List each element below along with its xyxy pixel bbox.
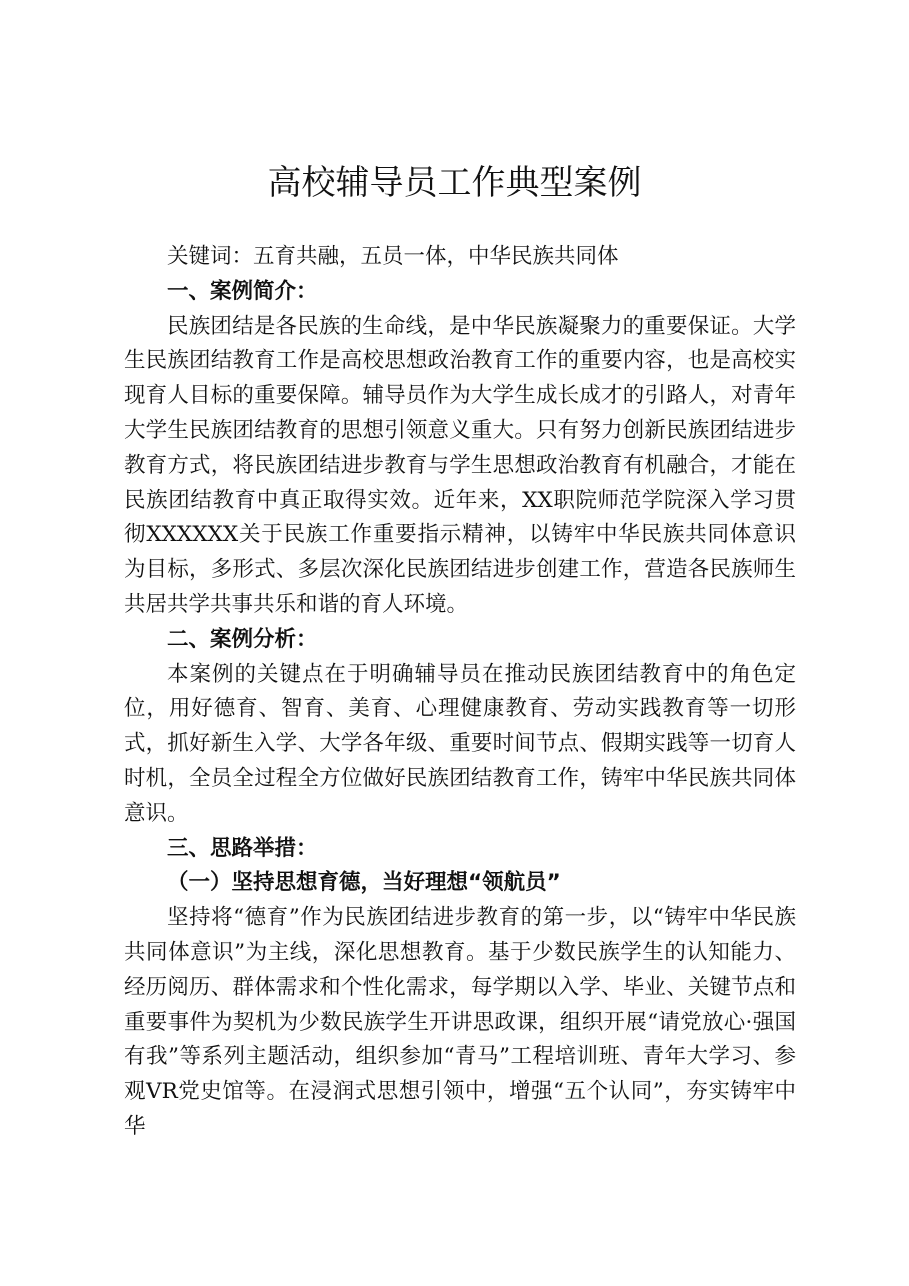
subsection-paragraph-1: 坚持将“德育”作为民族团结进步教育的第一步，以“铸牢中华民族共同体意识”为主线，深化思想教育。基于少数民族学生的认知能力、经历阅历、群体需求和个性化需求，每学期以入学、毕业、关键节点和重要事件为契机为少数民族学生开讲思政课，组织开展“请党放心·强国有我”等系列主题活动，组织参加“青马”工程培训班、青年大学习、参观VR党史馆等。在浸润式思想引领中，增强“五个认同”，夯实铸牢中华 bbox=[124, 905, 796, 1139]
document-title: 高校辅导员工作典型案例 bbox=[267, 163, 642, 203]
section-paragraph-analysis: 本案例的关键点在于明确辅导员在推动民族团结教育中的角色定位，用好德育、智育、美育、心理健康教育、劳动实践教育等一切形式，抓好新生入学、大学各年级、重要时间节点、假期实践等一切育人时机，全员全过程全方位做好民族团结教育工作，铸牢中华民族共同体意识。 bbox=[124, 661, 796, 826]
document-body bbox=[124, 240, 796, 1145]
section-heading-measures: 三、思路举措： bbox=[167, 835, 318, 861]
subsection-heading-1: （一）坚持思想育德，当好理想“领航员” bbox=[167, 870, 561, 896]
section-heading-analysis: 二、案例分析： bbox=[167, 626, 318, 652]
section-heading-intro: 一、案例简介： bbox=[167, 278, 318, 304]
section-paragraph-intro: 民族团结是各民族的生命线，是中华民族凝聚力的重要保证。大学生民族团结教育工作是高校思想政治教育工作的重要内容，也是高校实现育人目标的重要保障。辅导员作为大学生成长成才的引路人，对青年大学生民族团结教育的思想引领意义重大。只有努力创新民族团结进步教育方式，将民族团结进步教育与学生思想政治教育有机融合，才能在民族团结教育中真正取得实效。近年来，XX职院师范学院深入学习贯彻XXXXXX关于民族工作重要指示精神，以铸牢中华民族共同体意识为目标，多形式、多层次深化民族团结进步创建工作，营造各民族师生共居共学共事共乐和谐的育人环境。 bbox=[124, 313, 796, 617]
keywords-line: 关键词：五育共融，五员一体，中华民族共同体 bbox=[167, 244, 619, 269]
